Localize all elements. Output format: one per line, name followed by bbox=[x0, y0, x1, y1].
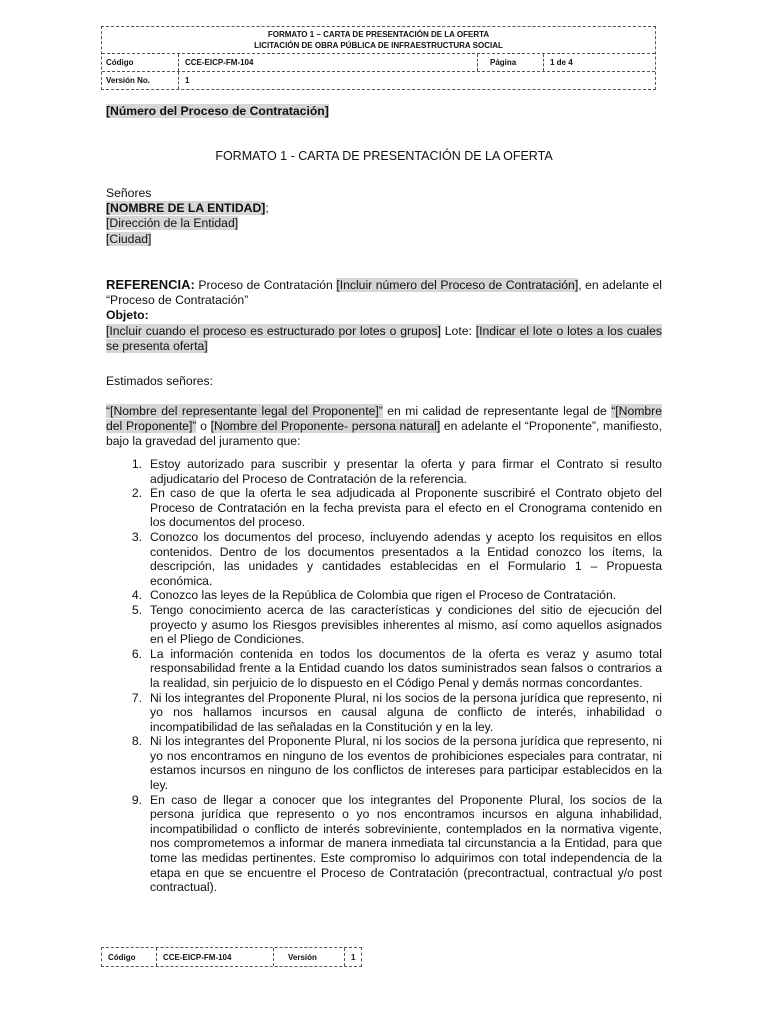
legal-rep-placeholder: “[Nombre del representante legal del Proponente]” bbox=[106, 404, 383, 418]
reference-label: REFERENCIA: bbox=[106, 277, 195, 292]
footer-version-value: 1 bbox=[351, 952, 356, 962]
page-label: Página bbox=[478, 54, 544, 71]
object-label: Objeto: bbox=[106, 308, 149, 323]
lot-placeholder: [Indicar el lote o lotes a los cuales se presenta oferta] bbox=[106, 323, 662, 353]
list-item: 3. Conozco los documentos del proceso, incluyendo adendas y acepto los requisitos en ellos contenidos. Dentro de los documentos presentados a la Entidad conozco los ítems, la descripción, las unidades y cantidades establecidas en el Formulario 1 – Propuesta económica. bbox=[131, 529, 662, 588]
list-item: 5. Tengo conocimiento acerca de las características y condiciones del sitio de ejecución del proyecto y asumo los Riesgos previsibles inherentes al mismo, así como aquellos asignados en el Pliego de Condiciones. bbox=[131, 602, 662, 647]
header-title-line2: LICITACIÓN DE OBRA PÚBLICA DE INFRAESTRUCTURA SOCIAL bbox=[254, 41, 503, 50]
header-row-version bbox=[102, 72, 655, 89]
header-title bbox=[102, 27, 655, 54]
list-item: 1. Estoy autorizado para suscribir y presentar la oferta y para firmar el Contrato si resulto adjudicatario del Proceso de Contratación de la referencia. bbox=[131, 457, 662, 486]
footer-table bbox=[101, 947, 362, 967]
recipient-block bbox=[106, 186, 662, 247]
header-row-code bbox=[102, 54, 655, 72]
header-table bbox=[101, 26, 656, 90]
list-item: 9. En caso de llegar a conocer que los integrantes del Proponente Plural, los socios de la persona jurídica que represento o yo nos encontramos incursos en alguna inhabilidad, incompatibilidad o conflicto de interés sobreviniente, contemplados en la normativa vigente, nos comprometemos a informar de manera inmediata tal circunstancia a la Entidad, para que tome las medidas pertinentes. Este compromiso lo adquirimos con total independencia de la etapa en que se encuentre el Proceso de Contratación (precontractual, contractual y/o post contractual). bbox=[131, 792, 662, 895]
declarations-list bbox=[106, 457, 662, 895]
natural-person-placeholder: [Nombre del Proponente- persona natural] bbox=[210, 419, 441, 434]
process-number: [Número del Proceso de Contratación] bbox=[106, 104, 329, 118]
list-item: 7. Ni los integrantes del Proponente Plural, ni los socios de la persona jurídica que represento, ni yo nos hallamos incursos en causal alguna de conflicto de interés, inhabilidad o incompatibilidad de las señaladas en la Constitución y en la ley. bbox=[131, 690, 662, 734]
reference-block bbox=[106, 277, 662, 354]
entity-name: [NOMBRE DE LA ENTIDAD] bbox=[106, 201, 266, 216]
greeting: Estimados señores: bbox=[106, 374, 214, 388]
version-value: 1 bbox=[185, 76, 190, 85]
object-line: [Incluir cuando el proceso es estructurado por lotes o grupos] Lote: [Indicar el lote o lotes a los cuales se presenta oferta] bbox=[106, 323, 662, 353]
code-value: CCE-EICP-FM-104 bbox=[179, 54, 478, 71]
entity-address: [Dirección de la Entidad] bbox=[106, 216, 239, 231]
code-label: Código bbox=[102, 54, 179, 71]
header-title-line1: FORMATO 1 – CARTA DE PRESENTACIÓN DE LA OFERTA bbox=[267, 30, 490, 39]
reference-placeholder: [Incluir número del Proceso de Contratación] bbox=[336, 278, 579, 292]
footer-code-label: Código bbox=[102, 948, 157, 966]
list-item: 8. Ni los integrantes del Proponente Plural, ni los socios de la persona jurídica que represento, ni yo nos encontramos en ninguno de los eventos de prohibiciones especiales para contratar, ni estamos incursos en ninguno de los conflictos de intereses para participar establecidos en la ley. bbox=[131, 734, 662, 793]
salutation: Señores bbox=[106, 186, 152, 200]
entity-city: [Ciudad] bbox=[106, 231, 152, 246]
list-item: 4. Conozco las leyes de la República de Colombia que rigen el Proceso de Contratación. bbox=[131, 588, 617, 603]
proponent-placeholder: “[Nombre del Proponente]” bbox=[106, 404, 663, 434]
object-placeholder: [Incluir cuando el proceso es estructurado por lotes o grupos] bbox=[106, 323, 441, 338]
document-title: FORMATO 1 - CARTA DE PRESENTACIÓN DE LA OFERTA bbox=[215, 149, 553, 163]
version-label: Versión No. bbox=[102, 72, 179, 89]
footer-version-label: Versión bbox=[274, 948, 345, 966]
entity-line: [NOMBRE DE LA ENTIDAD]; bbox=[106, 201, 269, 216]
intro-paragraph: “[Nombre del representante legal del Proponente]” en mi calidad de representante legal de “[Nombre del Proponente]” o [Nombre del Proponente- persona natural] en adelante el “Proponente”, manifiesto, bajo la gravedad del juramento que: bbox=[106, 404, 663, 449]
list-item: 2. En caso de que la oferta le sea adjudicada al Proponente suscribiré el Contrato objeto del Proceso de Contratación en la fecha prevista para el efecto en el Cronograma contenido en los documentos del proceso. bbox=[131, 486, 662, 530]
list-item: 6. La información contenida en todos los documentos de la oferta es veraz y asumo total responsabilidad frente a la Entidad cuando los datos suministrados sean falsos o contrarios a la realidad, sin perjuicio de lo dispuesto en el Código Penal y demás normas concordantes. bbox=[131, 646, 662, 690]
page-value: 1 de 4 bbox=[550, 58, 573, 67]
footer-code-value: CCE-EICP-FM-104 bbox=[157, 948, 274, 966]
reference-line: REFERENCIA: Proceso de Contratación [Incluir número del Proceso de Contratación], en adelante el “Proceso de Contratación” bbox=[106, 277, 662, 308]
